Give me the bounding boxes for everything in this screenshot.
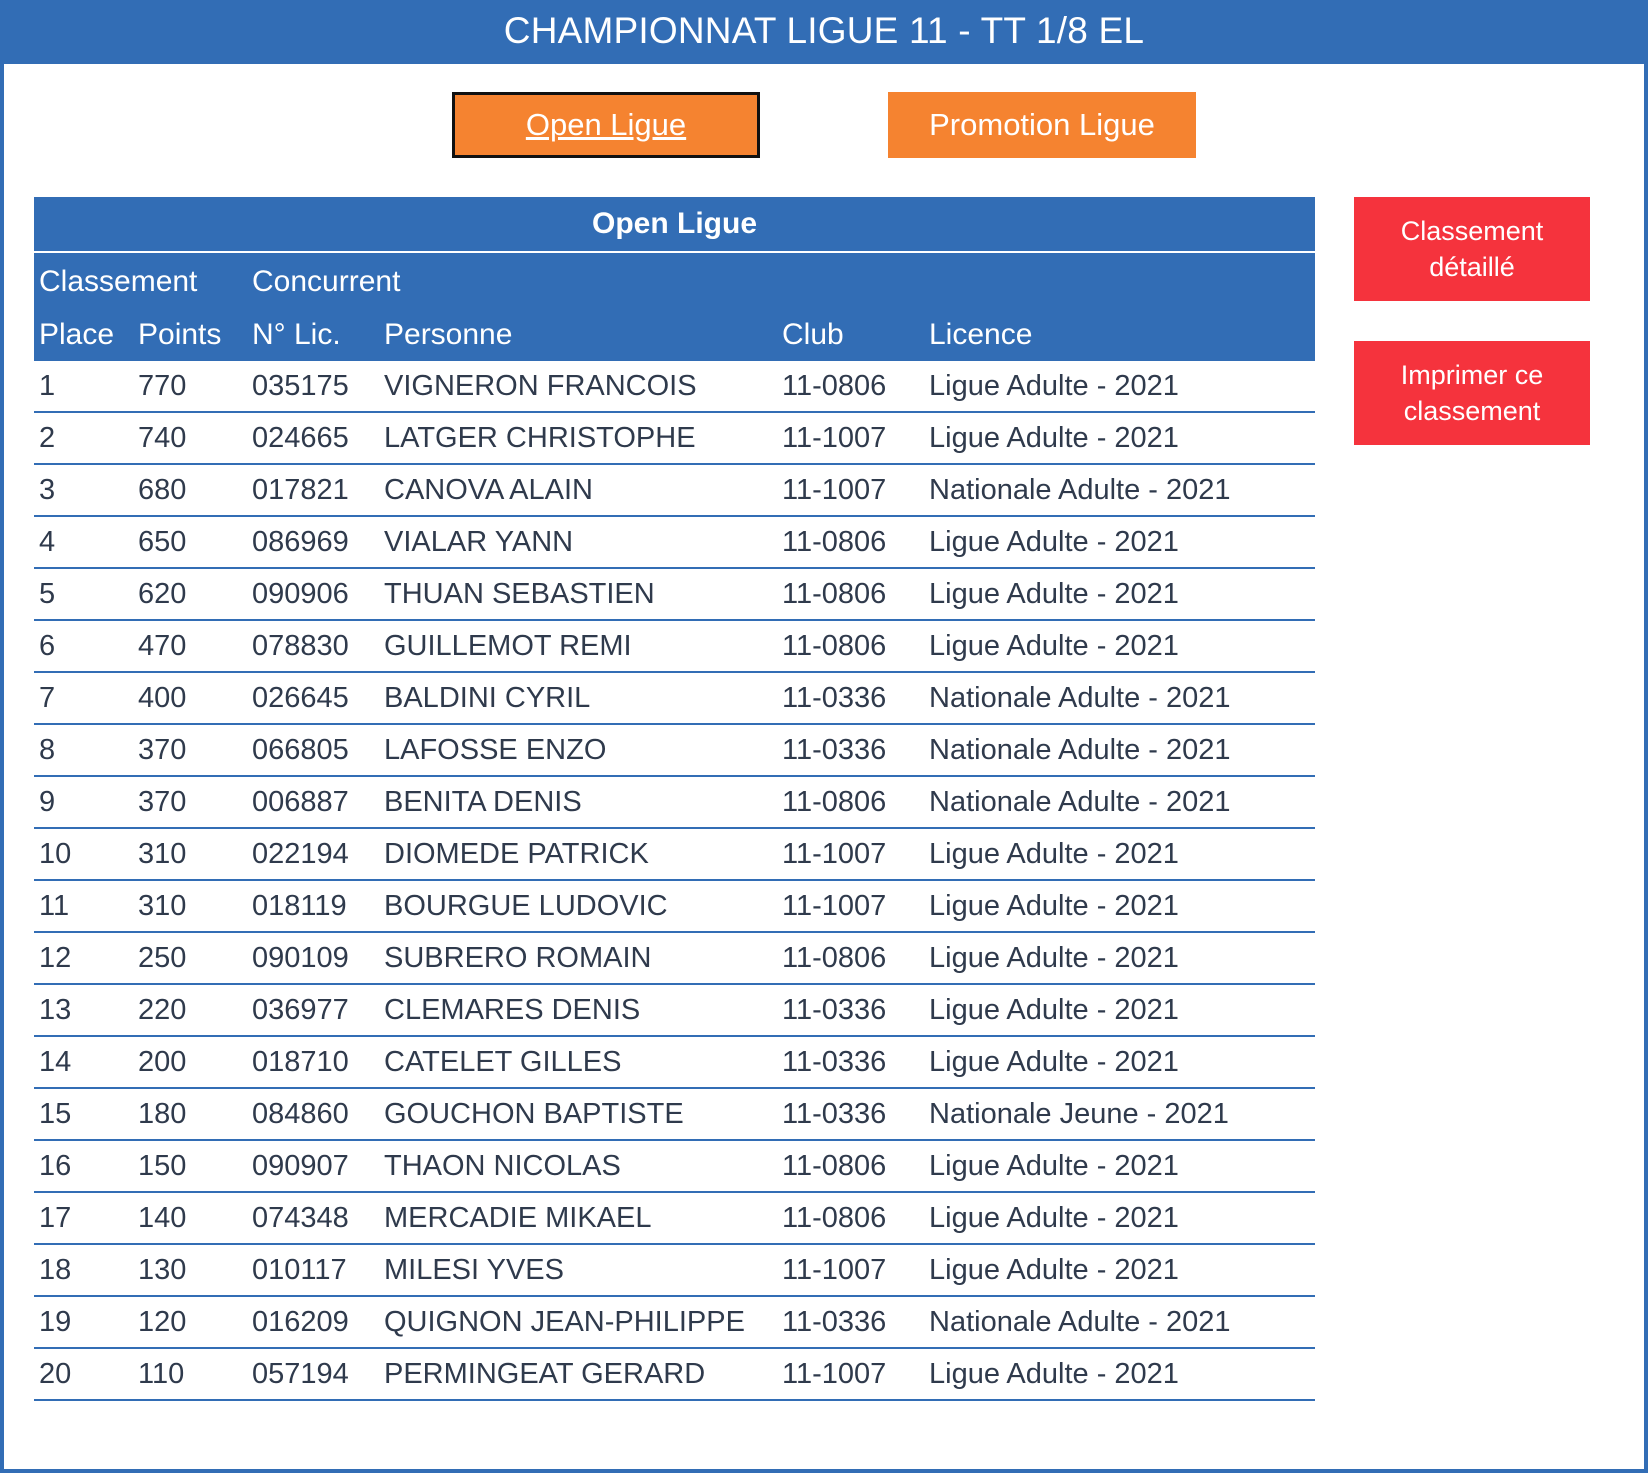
cell-person: VIGNERON FRANCOIS xyxy=(384,370,697,402)
cell-lic: 035175 xyxy=(252,370,349,402)
cell-place: 11 xyxy=(39,890,70,922)
cell-club: 11-0806 xyxy=(782,786,887,818)
cell-lic: 090109 xyxy=(252,942,349,974)
cell-person: CATELET GILLES xyxy=(384,1046,622,1078)
table-row xyxy=(34,465,1315,517)
cell-club: 11-0806 xyxy=(782,1202,887,1234)
column-header-person: Personne xyxy=(384,318,513,351)
cell-place: 14 xyxy=(39,1046,72,1078)
cell-points: 400 xyxy=(138,682,187,714)
cell-person: PERMINGEAT GERARD xyxy=(384,1358,706,1390)
cell-place: 3 xyxy=(39,474,56,506)
column-header-licence: Licence xyxy=(929,318,1033,351)
cell-licence: Nationale Adulte - 2021 xyxy=(929,1306,1231,1338)
cell-place: 15 xyxy=(39,1098,72,1130)
cell-licence: Ligue Adulte - 2021 xyxy=(929,838,1179,870)
cell-person: LATGER CHRISTOPHE xyxy=(384,422,696,454)
table-row xyxy=(34,985,1315,1037)
cell-points: 470 xyxy=(138,630,187,662)
cell-points: 130 xyxy=(138,1254,187,1286)
column-header-club: Club xyxy=(782,318,844,351)
cell-lic: 036977 xyxy=(252,994,349,1026)
cell-points: 370 xyxy=(138,786,187,818)
cell-club: 11-0806 xyxy=(782,630,887,662)
cell-licence: Ligue Adulte - 2021 xyxy=(929,994,1179,1026)
table-row xyxy=(34,881,1315,933)
cell-person: MERCADIE MIKAEL xyxy=(384,1202,652,1234)
cell-place: 20 xyxy=(39,1358,72,1390)
detailed-ranking-button[interactable] xyxy=(1354,197,1590,301)
cell-points: 110 xyxy=(138,1358,185,1390)
cell-points: 310 xyxy=(138,890,187,922)
cell-points: 740 xyxy=(138,422,187,454)
cell-licence: Ligue Adulte - 2021 xyxy=(929,526,1179,558)
cell-person: LAFOSSE ENZO xyxy=(384,734,607,766)
cell-club: 11-1007 xyxy=(782,890,887,922)
cell-club: 11-1007 xyxy=(782,1254,887,1286)
cell-lic: 026645 xyxy=(252,682,349,714)
cell-points: 770 xyxy=(138,370,187,402)
cell-club: 11-0336 xyxy=(782,734,887,766)
cell-licence: Ligue Adulte - 2021 xyxy=(929,422,1179,454)
page-title: CHAMPIONNAT LIGUE 11 - TT 1/8 EL xyxy=(0,0,1648,64)
cell-person: BOURGUE LUDOVIC xyxy=(384,890,668,922)
cell-club: 11-0806 xyxy=(782,1150,887,1182)
cell-lic: 090906 xyxy=(252,578,349,610)
table-row xyxy=(34,569,1315,621)
cell-lic: 066805 xyxy=(252,734,349,766)
column-header-place: Place xyxy=(39,318,115,351)
tab-promotion-ligue[interactable]: Promotion Ligue xyxy=(888,92,1196,158)
cell-licence: Ligue Adulte - 2021 xyxy=(929,370,1179,402)
cell-licence: Nationale Adulte - 2021 xyxy=(929,682,1231,714)
cell-place: 5 xyxy=(39,578,56,610)
cell-club: 11-0806 xyxy=(782,578,887,610)
cell-place: 7 xyxy=(39,682,56,714)
table-row xyxy=(34,1245,1315,1297)
cell-licence: Nationale Jeune - 2021 xyxy=(929,1098,1229,1130)
cell-lic: 074348 xyxy=(252,1202,349,1234)
table-row xyxy=(34,1037,1315,1089)
cell-lic: 090907 xyxy=(252,1150,349,1182)
print-ranking-label: Imprimer ce classement xyxy=(1400,360,1544,426)
table-row xyxy=(34,1141,1315,1193)
cell-licence: Ligue Adulte - 2021 xyxy=(929,1358,1179,1390)
ranking-table xyxy=(34,197,1315,1401)
table-row xyxy=(34,673,1315,725)
cell-place: 4 xyxy=(39,526,56,558)
cell-club: 11-0336 xyxy=(782,1046,887,1078)
cell-place: 13 xyxy=(39,994,72,1026)
group-header-classement: Classement xyxy=(39,265,198,298)
cell-licence: Ligue Adulte - 2021 xyxy=(929,1254,1179,1286)
cell-place: 19 xyxy=(39,1306,72,1338)
cell-person: BALDINI CYRIL xyxy=(384,682,591,714)
cell-place: 12 xyxy=(39,942,72,974)
cell-club: 11-0336 xyxy=(782,1306,887,1338)
cell-points: 310 xyxy=(138,838,187,870)
table-body xyxy=(34,361,1315,1401)
cell-person: VIALAR YANN xyxy=(384,526,574,558)
print-ranking-button[interactable] xyxy=(1354,341,1590,445)
table-row xyxy=(34,777,1315,829)
cell-licence: Ligue Adulte - 2021 xyxy=(929,1202,1179,1234)
cell-points: 250 xyxy=(138,942,187,974)
cell-lic: 018119 xyxy=(252,890,347,922)
table-row xyxy=(34,1193,1315,1245)
cell-licence: Ligue Adulte - 2021 xyxy=(929,890,1179,922)
cell-person: GOUCHON BAPTISTE xyxy=(384,1098,684,1130)
cell-club: 11-0336 xyxy=(782,1098,887,1130)
table-row xyxy=(34,933,1315,985)
cell-club: 11-0806 xyxy=(782,370,887,402)
table-row xyxy=(34,829,1315,881)
table-row xyxy=(34,361,1315,413)
cell-place: 1 xyxy=(39,370,56,402)
table-row xyxy=(34,413,1315,465)
group-header-concurrent: Concurrent xyxy=(252,265,401,298)
cell-points: 140 xyxy=(138,1202,187,1234)
cell-points: 220 xyxy=(138,994,187,1026)
cell-place: 18 xyxy=(39,1254,72,1286)
cell-person: GUILLEMOT REMI xyxy=(384,630,632,662)
cell-lic: 010117 xyxy=(252,1254,347,1286)
cell-club: 11-1007 xyxy=(782,838,887,870)
cell-club: 11-0806 xyxy=(782,942,887,974)
cell-person: THAON NICOLAS xyxy=(384,1150,621,1182)
cell-lic: 084860 xyxy=(252,1098,349,1130)
cell-place: 8 xyxy=(39,734,56,766)
cell-place: 9 xyxy=(39,786,56,818)
cell-lic: 022194 xyxy=(252,838,349,870)
column-header-points: Points xyxy=(138,318,222,351)
cell-licence: Nationale Adulte - 2021 xyxy=(929,786,1231,818)
cell-person: QUIGNON JEAN-PHILIPPE xyxy=(384,1306,745,1338)
cell-lic: 018710 xyxy=(252,1046,349,1078)
cell-lic: 016209 xyxy=(252,1306,349,1338)
cell-person: THUAN SEBASTIEN xyxy=(384,578,655,610)
cell-points: 620 xyxy=(138,578,187,610)
table-row xyxy=(34,1297,1315,1349)
cell-licence: Ligue Adulte - 2021 xyxy=(929,578,1179,610)
cell-licence: Ligue Adulte - 2021 xyxy=(929,1046,1179,1078)
table-row xyxy=(34,621,1315,673)
cell-licence: Ligue Adulte - 2021 xyxy=(929,942,1179,974)
cell-points: 200 xyxy=(138,1046,187,1078)
cell-club: 11-1007 xyxy=(782,422,887,454)
cell-place: 10 xyxy=(39,838,72,870)
cell-lic: 024665 xyxy=(252,422,349,454)
cell-lic: 078830 xyxy=(252,630,349,662)
cell-club: 11-0336 xyxy=(782,994,887,1026)
cell-licence: Nationale Adulte - 2021 xyxy=(929,734,1231,766)
cell-licence: Ligue Adulte - 2021 xyxy=(929,630,1179,662)
table-row xyxy=(34,517,1315,569)
cell-points: 150 xyxy=(138,1150,187,1182)
cell-licence: Ligue Adulte - 2021 xyxy=(929,1150,1179,1182)
column-header-lic: N° Lic. xyxy=(252,318,341,351)
cell-person: SUBRERO ROMAIN xyxy=(384,942,652,974)
cell-person: CLEMARES DENIS xyxy=(384,994,641,1026)
cell-place: 16 xyxy=(39,1150,72,1182)
cell-club: 11-0806 xyxy=(782,526,887,558)
cell-place: 6 xyxy=(39,630,56,662)
cell-lic: 086969 xyxy=(252,526,349,558)
cell-club: 11-1007 xyxy=(782,474,887,506)
table-row xyxy=(34,725,1315,777)
table-row xyxy=(34,1349,1315,1401)
detailed-ranking-label: Classement détaillé xyxy=(1400,216,1544,282)
table-row xyxy=(34,1089,1315,1141)
cell-points: 680 xyxy=(138,474,187,506)
cell-lic: 006887 xyxy=(252,786,349,818)
cell-club: 11-0336 xyxy=(782,682,887,714)
cell-person: MILESI YVES xyxy=(384,1254,564,1286)
ranking-title: Open Ligue xyxy=(34,197,1315,253)
cell-place: 17 xyxy=(39,1202,72,1234)
cell-licence: Nationale Adulte - 2021 xyxy=(929,474,1231,506)
cell-person: CANOVA ALAIN xyxy=(384,474,593,506)
cell-place: 2 xyxy=(39,422,56,454)
cell-points: 180 xyxy=(138,1098,187,1130)
tab-open-ligue[interactable]: Open Ligue xyxy=(452,92,760,158)
cell-club: 11-1007 xyxy=(782,1358,887,1390)
cell-person: DIOMEDE PATRICK xyxy=(384,838,649,870)
cell-points: 370 xyxy=(138,734,187,766)
cell-points: 650 xyxy=(138,526,187,558)
cell-lic: 057194 xyxy=(252,1358,349,1390)
cell-person: BENITA DENIS xyxy=(384,786,582,818)
cell-lic: 017821 xyxy=(252,474,349,506)
table-header xyxy=(34,253,1315,361)
cell-points: 120 xyxy=(138,1306,187,1338)
